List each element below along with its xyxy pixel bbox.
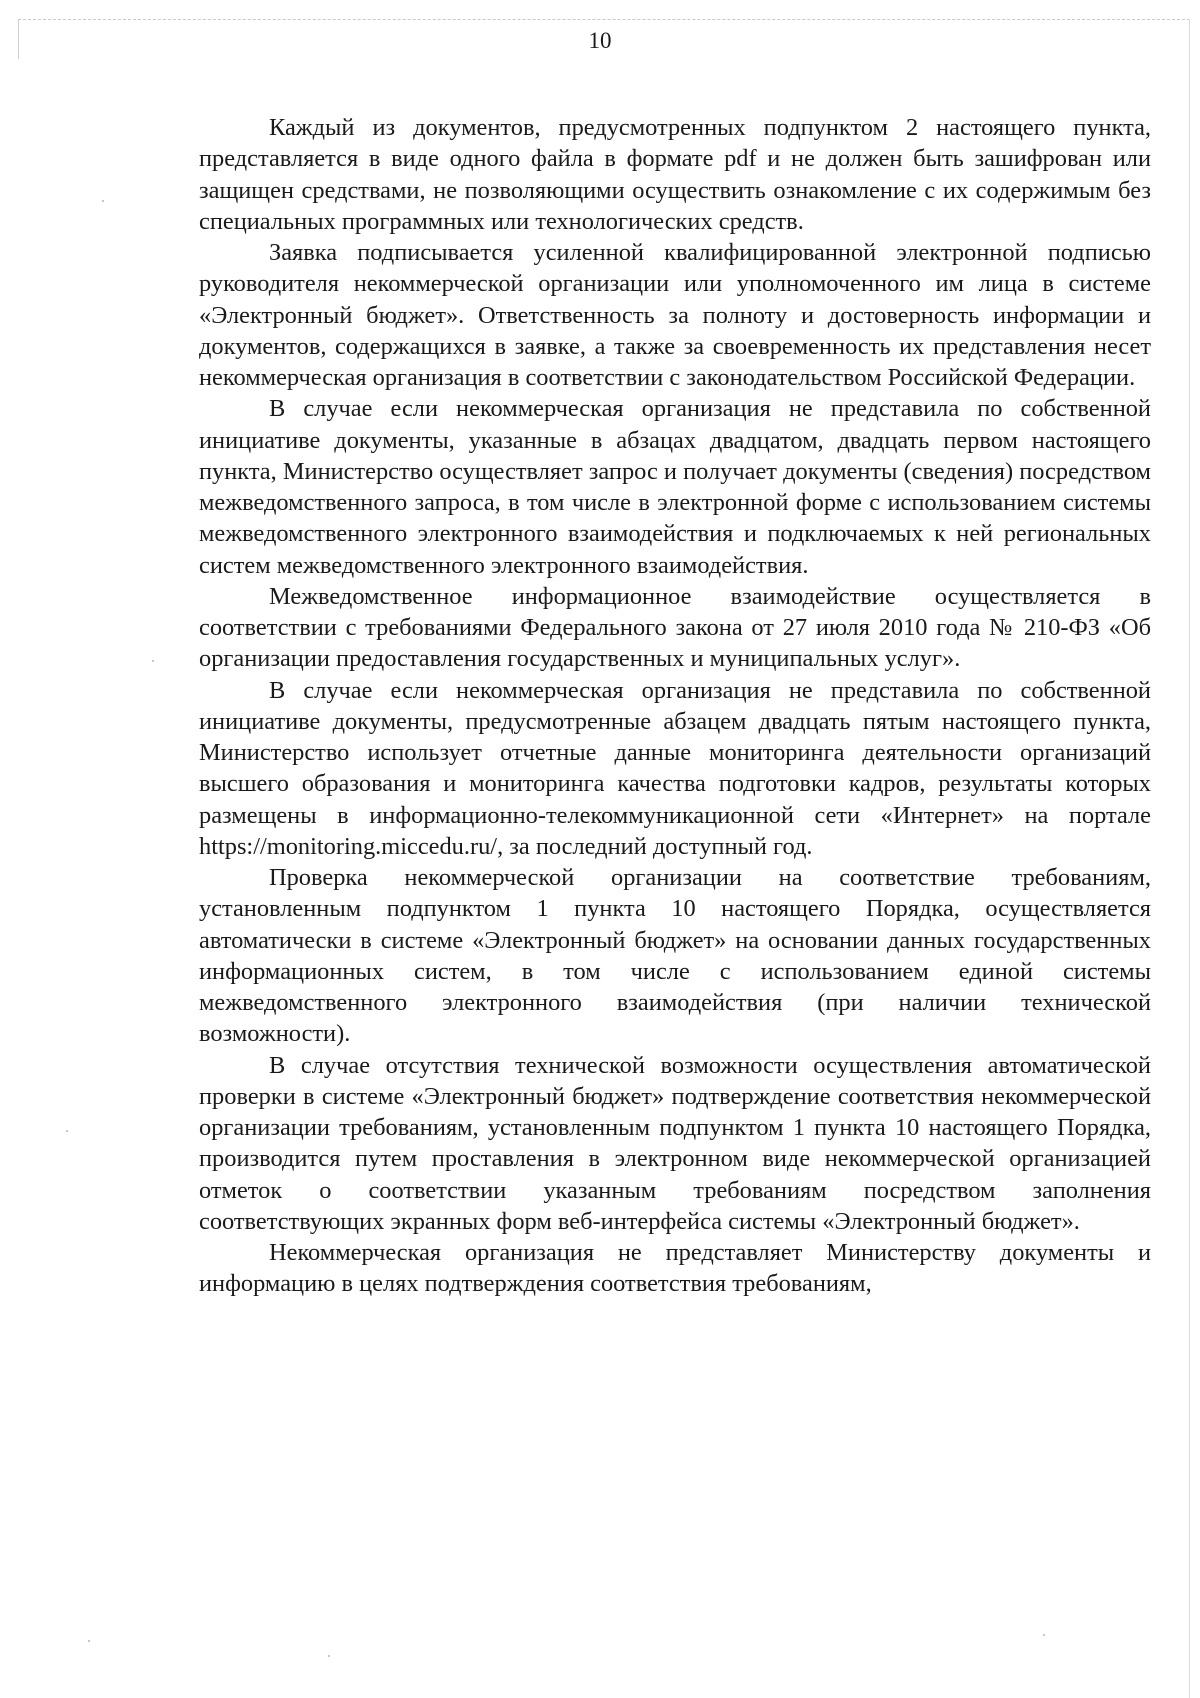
- document-body: [199, 112, 1151, 1300]
- paragraph: Каждый из документов, предусмотренных подпунктом 2 настоящего пункта, представляется в виде одного файла в формате pdf и не должен быть зашифрован или защищен средствами, не позволяющими осуществить ознакомление с их содержимым без специальных программных или технологических средств.: [199, 114, 1151, 235]
- paragraph: В случае если некоммерческая организация не представила по собственной инициативе документы, предусмотренные абзацем двадцать пятым настоящего пункта, Министерство использует отчетные данные мониторинга деятельности организаций высшего образования и мониторинга качества подготовки кадров, результаты которых размещены в информационно-телекоммуникационной сети «Интернет» на портале https://monitoring.miccedu.ru/, за последний доступный год.: [199, 676, 1151, 860]
- paragraph: Некоммерческая организация не представляет Министерству документы и информацию в целях подтверждения соответствия требованиям,: [199, 1239, 1151, 1298]
- scan-speck: [66, 1130, 68, 1132]
- paragraph: Проверка некоммерческой организации на соответствие требованиям, установленным подпунктом 1 пункта 10 настоящего Порядка, осуществляется автоматически в системе «Электронный бюджет» на основании данных государственных информационных систем, в том числе с использованием единой системы межведомственного электронного взаимодействия (при наличии технической возможности).: [199, 864, 1151, 1048]
- paragraph: Межведомственное информационное взаимодействие осуществляется в соответствии с требованиями Федерального закона от 27 июля 2010 года № 210-ФЗ «Об организации предоставления государственных и муниципальных услуг».: [199, 582, 1151, 673]
- scan-speck: [328, 1655, 330, 1657]
- scan-speck: [102, 200, 104, 202]
- scan-speck: [1043, 1634, 1045, 1636]
- page-number: 10: [588, 28, 612, 53]
- paragraph: В случае если некоммерческая организация не представила по собственной инициативе документы, указанные в абзацах двадцатом, двадцать первом настоящего пункта, Министерство осуществляет запрос и получает документы (сведения) посредством межведомственного запроса, в том числе в электронной форме с использованием системы межведомственного электронного взаимодействия и подключаемых к ней региональных систем межведомственного электронного взаимодействия.: [199, 395, 1151, 579]
- scan-speck: [88, 1640, 90, 1642]
- paragraph: В случае отсутствия технической возможности осуществления автоматической проверки в системе «Электронный бюджет» подтверждение соответствия некоммерческой организации требованиям, установленным подпунктом 1 пункта 10 настоящего Порядка, производится путем проставления в электронном виде некоммерческой организацией отметок о соответствии указанным требованиям посредством заполнения соответствующих экранных форм веб-интерфейса системы «Электронный бюджет».: [199, 1051, 1151, 1235]
- scan-speck: [152, 660, 154, 662]
- scan-edge-top: [18, 19, 1190, 20]
- scan-edge-right: [1189, 19, 1190, 1698]
- paragraph: Заявка подписывается усиленной квалифицированной электронной подписью руководителя некоммерческой организации или уполномоченного им лица в системе «Электронный бюджет». Ответственность за полноту и достоверность информации и документов, содержащихся в заявке, а также за своевременность их представления несет некоммерческая организация в соответствии с законодательством Российской Федерации.: [199, 239, 1151, 391]
